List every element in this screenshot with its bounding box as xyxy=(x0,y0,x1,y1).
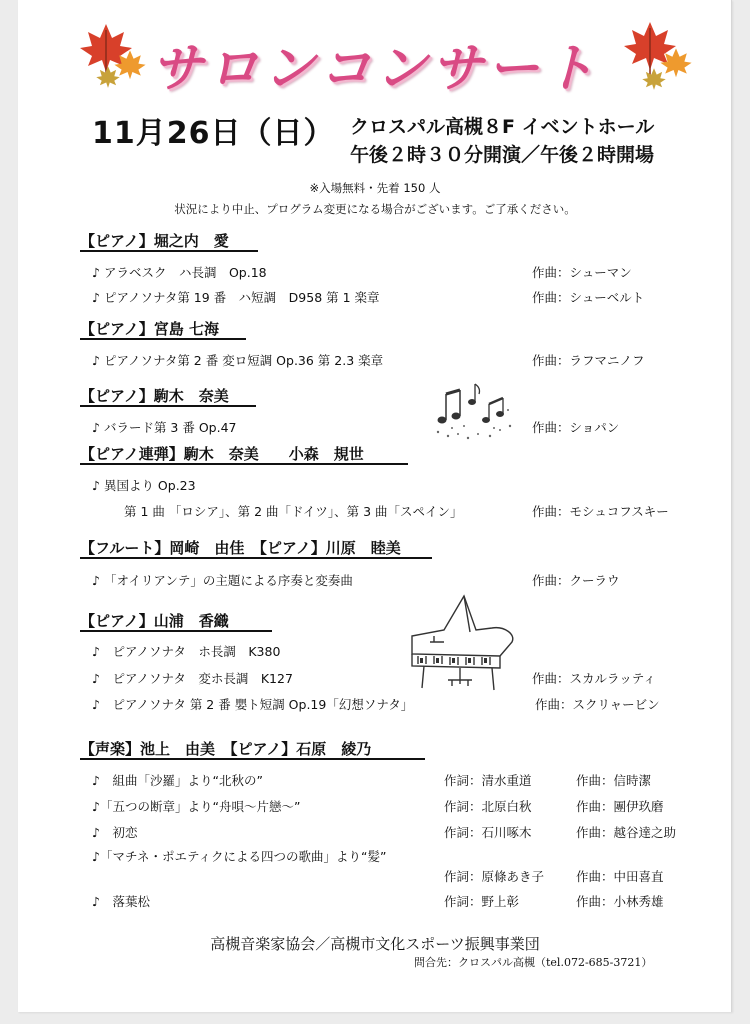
composer-credit: 作曲：シューベルト xyxy=(532,290,645,305)
composer-credit: 作曲：ショパン xyxy=(532,420,620,435)
heading-underline xyxy=(80,463,408,465)
program-item: ♪ ピアノソナタ第 19 番 ハ短調 D958 第 1 楽章 xyxy=(92,290,380,305)
heading-underline xyxy=(80,405,256,407)
program-item: ♪「マチネ・ポエティクによる四つの歌曲」より“髪” xyxy=(92,849,387,864)
heading-underline xyxy=(80,557,432,559)
performer-heading: 【ピアノ】駒木 奈美 xyxy=(80,387,229,405)
performer-heading: 【ピアノ】宮島 七海 xyxy=(80,320,220,338)
composer-credit: 作曲：越谷達之助 xyxy=(576,825,677,840)
composer-credit: 作曲：信時潔 xyxy=(576,773,652,788)
performer-heading: 【ピアノ】堀之内 愛 xyxy=(80,232,229,250)
performer-heading: 【声楽】池上 由美 【ピアノ】石原 綾乃 xyxy=(80,740,372,758)
heading-underline xyxy=(80,250,258,252)
event-venue: クロスパル高槻８F イベントホール xyxy=(350,116,655,138)
program-item: ♪ アラベスク ハ長調 Op.18 xyxy=(92,265,267,280)
performer-heading: 【ピアノ】山浦 香織 xyxy=(80,612,229,630)
music-notes-icon xyxy=(428,380,518,446)
composer-credit: 作曲：中田喜直 xyxy=(576,869,664,884)
performer-heading: 【ピアノ連弾】駒木 奈美 小森 規世 xyxy=(80,445,364,463)
composer-credit: 作曲：クーラウ xyxy=(532,573,620,588)
program-item: ♪ ピアノソナタ第 2 番 変ロ短調 Op.36 第 2.3 楽章 xyxy=(92,353,384,368)
lyricist-credit: 作詞：野上彰 xyxy=(444,894,520,909)
heading-underline xyxy=(80,338,246,340)
performer-heading: 【フルート】岡崎 由佳 【ピアノ】川原 睦美 xyxy=(80,539,401,557)
lyricist-credit: 作詞：原條あき子 xyxy=(444,869,545,884)
event-times: 午後２時３０分開演／午後２時開場 xyxy=(350,144,655,166)
heading-underline xyxy=(80,630,272,632)
composer-credit: 作曲：モシュコフスキー xyxy=(532,504,669,519)
composer-credit: 作曲：ラフマニノフ xyxy=(532,353,645,368)
program-item: ♪ 組曲「沙羅」より“北秋の” xyxy=(92,773,263,788)
concert-title: サロンコンサート xyxy=(150,39,599,99)
lyricist-credit: 作詞：清水重道 xyxy=(444,773,532,788)
program-item: 第 1 曲 「ロシア」、第 2 曲「ドイツ」、第 3 曲「スペイン」 xyxy=(124,504,463,519)
event-date: 11月26日（日） xyxy=(92,116,335,151)
contact-info: 問合先：クロスパル高槻（tel.072-685-3721） xyxy=(414,956,653,969)
program-item: ♪ ピアノソナタ ホ長調 K380 xyxy=(92,644,281,659)
program-item: ♪ バラード第 3 番 Op.47 xyxy=(92,420,237,435)
disclaimer-note: 状況により中止、プログラム変更になる場合がございます。ご了承ください。 xyxy=(174,202,576,216)
program-item: ♪ 落葉松 xyxy=(92,894,150,909)
composer-credit: 作曲：小林秀雄 xyxy=(576,894,664,909)
program-item: ♪「五つの断章」より“舟唄～片戀～” xyxy=(92,799,301,814)
composer-credit: 作曲：スカルラッティ xyxy=(532,671,656,686)
program-item: ♪ 異国より Op.23 xyxy=(92,478,196,493)
composer-credit: 作曲：團伊玖磨 xyxy=(576,799,664,814)
lyricist-credit: 作詞：北原白秋 xyxy=(444,799,532,814)
program-item: ♪ 初恋 xyxy=(92,825,138,840)
program-item: ♪ ピアノソナタ 第 2 番 嬰ト短調 Op.19「幻想ソナタ」 xyxy=(92,697,414,712)
program-item: ♪ 「オイリアンテ」の主題による序奏と変奏曲 xyxy=(92,573,353,588)
admission-note: ※入場無料・先着 150 人 xyxy=(309,181,441,195)
composer-credit: 作曲：シューマン xyxy=(532,265,632,280)
program-item: ♪ ピアノソナタ 変ホ長調 K127 xyxy=(92,671,293,686)
organizers: 高槻音楽家協会／高槻市文化スポーツ振興事業団 xyxy=(210,935,540,953)
lyricist-credit: 作詞：石川啄木 xyxy=(444,825,532,840)
composer-credit: 作曲：スクリャービン xyxy=(535,697,660,712)
grand-piano-icon xyxy=(404,592,528,696)
heading-underline xyxy=(80,758,425,760)
